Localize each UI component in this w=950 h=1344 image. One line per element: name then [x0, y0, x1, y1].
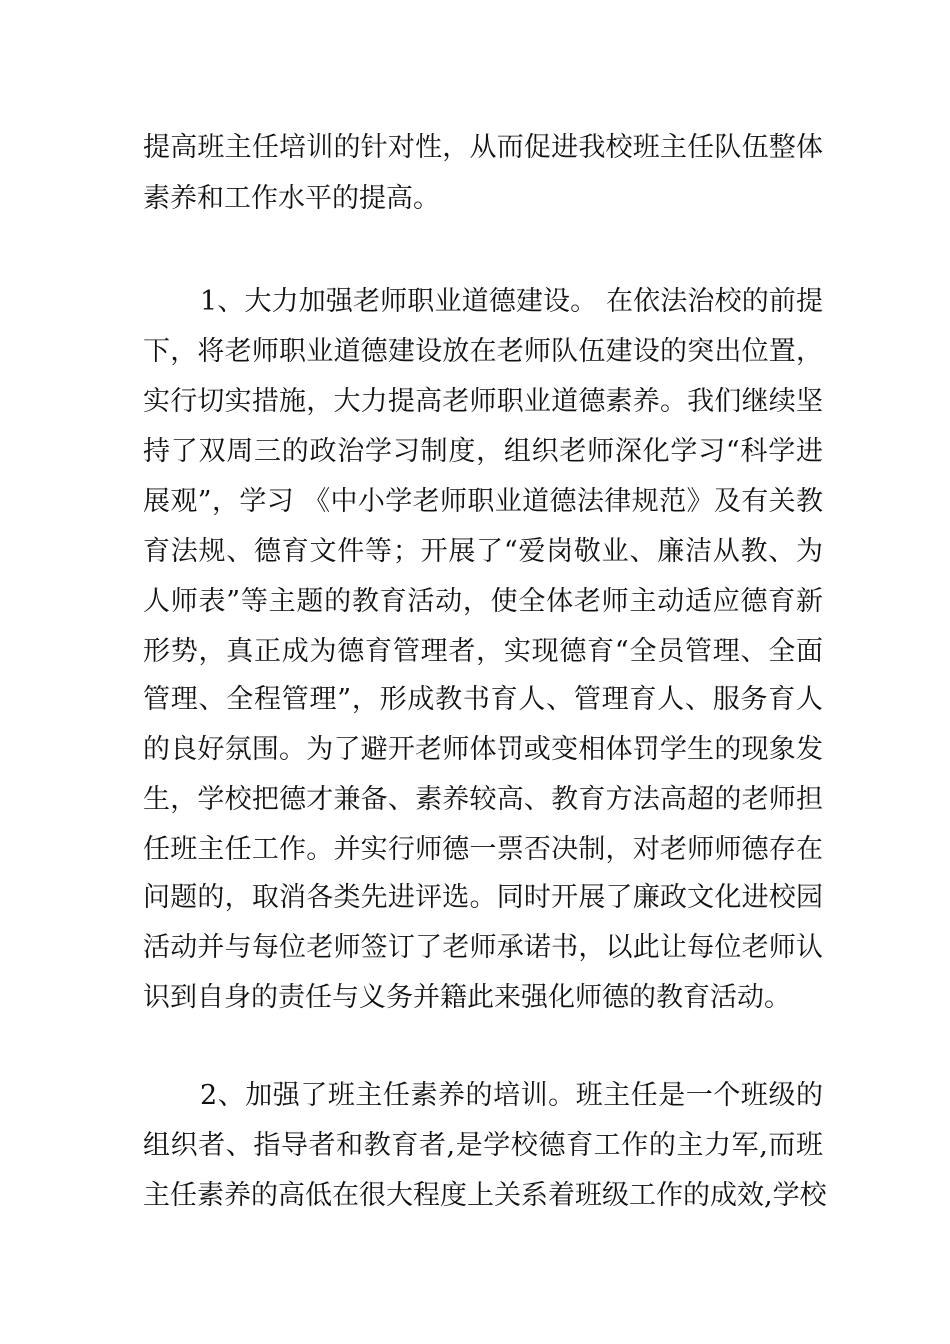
p1-line-8: 形势，真正成为德育管理者，实现德育“全员管理、全面 [143, 636, 823, 667]
p1-line-5: 展观”，学习 《中小学老师职业道德法律规范》及有关教 [143, 486, 823, 517]
intro-line-1: 提高班主任培训的针对性，从而促进我校班主任队伍整体 [143, 132, 823, 163]
p1-line-13: 问题的，取消各类先进评选。同时开展了廉政文化进校园 [143, 882, 823, 913]
p1-line-2: 下，将老师职业道德建设放在老师队伍建设的突出位置， [143, 336, 823, 367]
p1-line-10: 的良好氛围。为了避开老师体罚或变相体罚学生的现象发 [143, 734, 823, 765]
p1-line-6: 育法规、德育文件等；开展了“爱岗敬业、廉洁从教、为 [143, 536, 823, 567]
p2-line-3: 主任素养的高低在很大程度上关系着班级工作的成效,学校 [143, 1180, 827, 1211]
p1-line-3: 实行切实措施，大力提高老师职业道德素养。我们继续坚 [143, 386, 823, 417]
p1-line-11: 生，学校把德才兼备、素养较高、教育方法高超的老师担 [143, 784, 823, 815]
p2-line-2: 组织者、指导者和教育者,是学校德育工作的主力军,而班 [143, 1130, 823, 1161]
intro-line-2: 素养和工作水平的提高。 [143, 183, 440, 214]
p2-line-1: 2、加强了班主任素养的培训。班主任是一个班级的 [200, 1080, 823, 1111]
p1-line-14: 活动并与每位老师签订了老师承诺书，以此让每位老师认 [143, 932, 823, 963]
p1-line-9: 管理、全程管理”，形成教书育人、管理育人、服务育人 [143, 684, 823, 715]
p1-line-1: 1、大力加强老师职业道德建设。 在依法治校的前提 [200, 286, 823, 317]
p1-line-7: 人师表”等主题的教育活动，使全体老师主动适应德育新 [143, 586, 823, 617]
p1-line-4: 持了双周三的政治学习制度，组织老师深化学习“科学进 [143, 436, 823, 467]
p1-line-12: 任班主任工作。并实行师德一票否决制，对老师师德存在 [143, 834, 823, 865]
p1-line-15: 识到自身的责任与义务并籍此来强化师德的教育活动。 [143, 982, 791, 1013]
